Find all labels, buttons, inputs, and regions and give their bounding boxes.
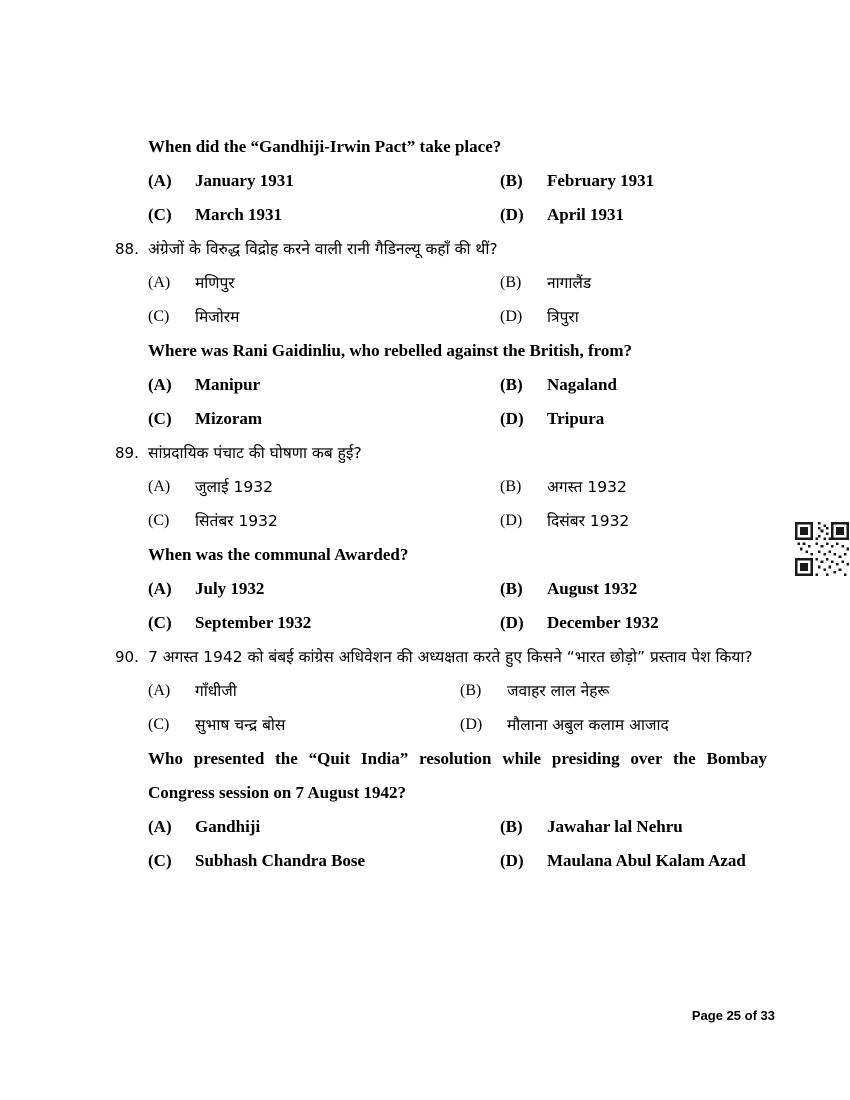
option-c (148, 402, 500, 436)
option-letter: (A) (148, 274, 171, 291)
question-number: 89. (115, 444, 139, 462)
option-text: February 1931 (547, 171, 655, 190)
option-text: April 1931 (547, 205, 624, 224)
option-a (148, 470, 500, 504)
option-text: Tripura (547, 409, 605, 428)
option-c (148, 844, 500, 878)
qr-code (795, 522, 849, 576)
option-c (148, 300, 500, 334)
option-letter: (D) (500, 613, 524, 632)
options-group-english (148, 572, 767, 640)
option-text: Subhash Chandra Bose (195, 851, 366, 870)
question-text-english: When was the communal Awarded? (148, 545, 409, 564)
option-b (460, 674, 767, 708)
option-letter: (C) (148, 851, 172, 870)
option-text: जुलाई 1932 (195, 478, 274, 496)
option-letter: (D) (500, 205, 524, 224)
option-a (148, 368, 500, 402)
option-text: Mizoram (195, 409, 263, 428)
option-letter: (C) (148, 205, 172, 224)
option-a (148, 266, 500, 300)
question-text-english: When did the “Gandhiji-Irwin Pact” take place? (148, 137, 502, 156)
options-group-english (148, 368, 767, 436)
option-text: मिजोरम (195, 308, 240, 326)
question-text-hindi: सांप्रदायिक पंचाट की घोषणा कब हुई? (148, 444, 362, 462)
question-number: 90. (115, 648, 139, 666)
option-d (500, 198, 767, 232)
option-text: September 1932 (195, 613, 312, 632)
option-text: Maulana Abul Kalam Azad (547, 851, 746, 870)
option-text: March 1931 (195, 205, 283, 224)
option-b (500, 164, 767, 198)
option-text: Gandhiji (195, 817, 261, 836)
option-letter: (D) (500, 409, 524, 428)
question-number (115, 130, 148, 164)
option-b (500, 470, 767, 504)
question-text-english: Who presented the “Quit India” resolution while presiding over the Bombay Congress session on 7 August 1942? (148, 749, 767, 802)
question-88-block (115, 232, 767, 436)
option-a (148, 572, 500, 606)
option-text: सितंबर 1932 (195, 512, 278, 530)
option-c (148, 198, 500, 232)
option-text: त्रिपुरा (547, 308, 579, 326)
option-b (500, 810, 767, 844)
question-text-hindi: 7 अगस्त 1942 को बंबई कांग्रेस अधिवेशन की अध्यक्षता करते हुए किसने “भारत छोड़ो” प्रस्ताव पेश किया? (148, 648, 753, 666)
option-letter: (A) (148, 579, 172, 598)
option-letter: (B) (500, 375, 523, 394)
question-number-spacer (115, 742, 148, 810)
option-a (148, 164, 500, 198)
option-text: नागालैंड (547, 274, 592, 292)
options-group (148, 164, 767, 232)
question-90-block (115, 640, 767, 878)
option-letter: (B) (500, 478, 522, 495)
question-number-spacer (115, 334, 148, 368)
option-letter: (A) (148, 817, 172, 836)
option-a (148, 810, 500, 844)
question-text-english: Where was Rani Gaidinliu, who rebelled against the British, from? (148, 341, 633, 360)
option-letter: (A) (148, 171, 172, 190)
options-group-hindi (148, 266, 767, 334)
option-letter: (D) (500, 851, 524, 870)
option-text: Nagaland (547, 375, 617, 394)
question-text-hindi: अंग्रेजों के विरुद्ध विद्रोह करने वाली रानी गैडिनल्यू कहाँ की थीं? (148, 240, 498, 258)
question-87-english-block (115, 130, 767, 232)
exam-content (115, 130, 767, 878)
option-letter: (C) (148, 308, 170, 325)
option-d (500, 504, 767, 538)
options-group-english (148, 810, 767, 878)
question-number: 88. (115, 240, 139, 258)
option-text: Jawahar lal Nehru (547, 817, 683, 836)
option-text: मणिपुर (195, 274, 235, 292)
option-text: Manipur (195, 375, 261, 394)
option-text: मौलाना अबुल कलाम आजाद (507, 716, 669, 734)
option-text: गाँधीजी (195, 682, 237, 700)
option-letter: (B) (460, 682, 482, 699)
page-footer: Page 25 of 33 (691, 1008, 775, 1023)
option-letter: (D) (460, 716, 483, 733)
option-d (500, 300, 767, 334)
question-number-spacer (115, 538, 148, 572)
option-text: December 1932 (547, 613, 659, 632)
option-d (500, 844, 767, 878)
option-letter: (B) (500, 171, 523, 190)
option-b (500, 266, 767, 300)
question-89-block (115, 436, 767, 640)
option-letter: (A) (148, 478, 171, 495)
option-letter: (D) (500, 512, 523, 529)
option-a (148, 674, 460, 708)
option-d (460, 708, 767, 742)
option-letter: (A) (148, 375, 172, 394)
option-letter: (C) (148, 613, 172, 632)
options-group-hindi (148, 674, 767, 742)
option-c (148, 504, 500, 538)
qr-code-image (795, 522, 849, 576)
options-group-hindi (148, 470, 767, 538)
option-text: January 1931 (195, 171, 294, 190)
option-text: August 1932 (547, 579, 638, 598)
option-letter: (C) (148, 716, 170, 733)
option-letter: (A) (148, 682, 171, 699)
option-b (500, 368, 767, 402)
option-letter: (C) (148, 409, 172, 428)
option-text: सुभाष चन्द्र बोस (195, 716, 286, 734)
option-d (500, 402, 767, 436)
option-letter: (B) (500, 817, 523, 836)
option-c (148, 708, 460, 742)
option-letter: (D) (500, 308, 523, 325)
option-text: दिसंबर 1932 (547, 512, 630, 530)
option-letter: (B) (500, 274, 522, 291)
option-text: July 1932 (195, 579, 265, 598)
option-letter: (B) (500, 579, 523, 598)
option-text: जवाहर लाल नेहरू (507, 682, 610, 700)
option-text: अगस्त 1932 (547, 478, 627, 496)
option-b (500, 572, 767, 606)
option-d (500, 606, 767, 640)
option-c (148, 606, 500, 640)
option-letter: (C) (148, 512, 170, 529)
